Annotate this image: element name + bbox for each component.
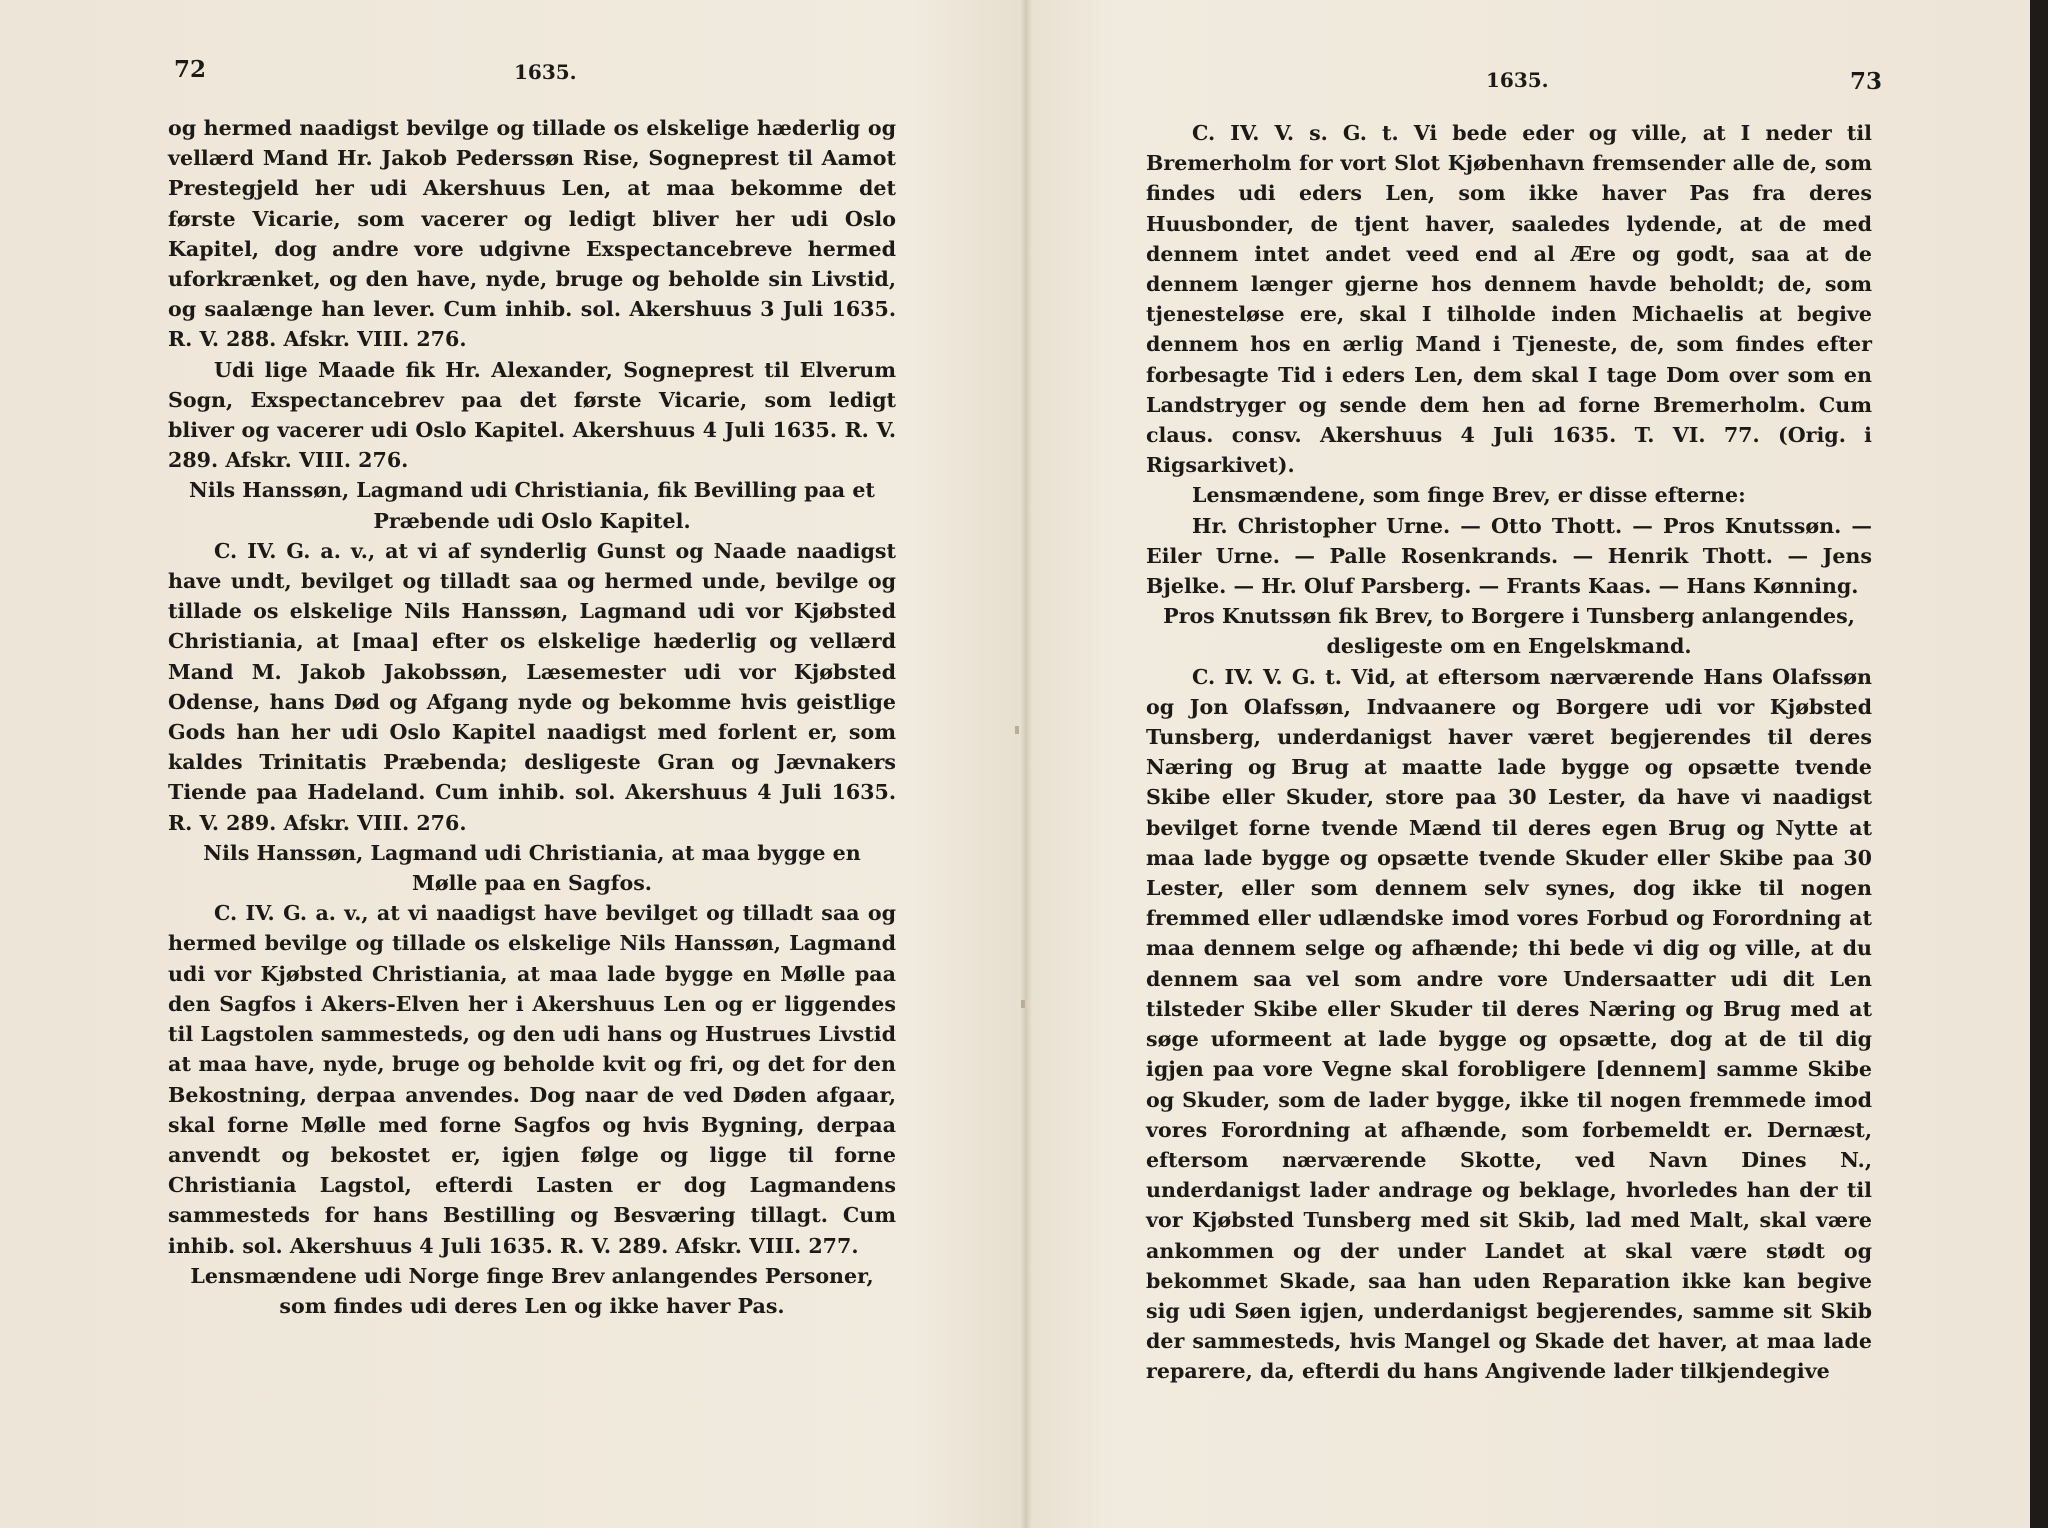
section-heading: Nils Hanssøn, Lagmand udi Christiania, fik Bevilling paa et Præbende udi Oslo Kapitel. [189,478,875,533]
section-heading: Pros Knutssøn fik Brev, to Borgere i Tunsberg anlangendes, desligeste om en Engelskmand. [1163,604,1855,659]
running-year: 1635. [514,60,577,84]
paragraph: Udi lige Maade fik Hr. Alexander, Sogneprest til Elverum Sogn, Exspectancebrev paa det første Vicarie, som ledigt bliver og vacerer udi Oslo Kapitel. Akershuus 4 Juli 1635. R. V. 289. Afskr. VIII. 276. [168,357,896,473]
page-number: 72 [174,56,207,83]
page-header [1146,56,1882,96]
section-heading: Nils Hanssøn, Lagmand udi Christiania, at maa bygge en Mølle paa en Sagfos. [203,840,861,896]
paragraph: C. IV. G. a. v., at vi af synderlig Gunst og Naade naadigst have undt, bevilget og tilladt saa og hermed unde, bevilge og tillade os elskelige Nils Hanssøn, Lagmand udi vor Kjøbsted Christiania, at [maa] efter os elskelige hæderlig og vellærd Mand M. Jakob Jakobssøn, Læsemester udi vor Kjøbsted Odense, hans Død og Afgang nyde og bekomme hvis geistlige Gods han her udi Oslo Kapitel naadigst med forlent er, som kaldes Trinitatis Præbenda; desligeste Gran og Jævnakers Tiende paa Hadeland. Cum inhib. sol. Akershuus 4 Juli 1635. R. V. 289. Afskr. VIII. 276. [168,538,896,835]
page-text [1146,118,1872,1387]
page-header [168,56,896,96]
paragraph: C. IV. V. s. G. t. Vi bede eder og ville, at I neder til Bremerholm for vort Slot Kjøbenhavn fremsender alle de, som findes udi eders Len, som ikke haver Pas fra deres Huusbonder, de tjent haver, saaledes lydende, at de med dennem intet andet veed end al Ære og godt, saa at de dennem længer gjerne hos dennem havde beholdt; de, som tjenesteløse ere, skal I tilholde inden Michaelis at begive dennem hos en ærlig Mand i Tjeneste, de, som findes efter forbesagte Tid i eders Len, dem skal I tage Dom over som en Landstryger og sende dem hen ad forne Bremerholm. Cum claus. consv. Akershuus 4 Juli 1635. T. VI. 77. (Orig. i Rigsarkivet). [1146,121,1872,478]
section-heading: Lensmændene udi Norge finge Brev anlangendes Personer, som findes udi deres Len og ikke haver Pas. [190,1263,874,1318]
paragraph: Lensmændene, som finge Brev, er disse efterne: [1192,483,1746,508]
left-page [168,0,896,1528]
paragraph: Hr. Christopher Urne. — Otto Thott. — Pros Knutssøn. — Eiler Urne. — Palle Rosenkrands. — Henrik Thott. — Jens Bjelke. — Hr. Oluf Parsberg. — Frants Kaas. — Hans Kønning. [1146,513,1872,599]
paragraph: og hermed naadigst bevilge og tillade os elskelige hæderlig og vellærd Mand Hr. Jakob Pederssøn Rise, Sogneprest til Aamot Prestegjeld her udi Akershuus Len, at maa bekomme det første Vicarie, som vacerer og ledigt bliver her udi Oslo Kapitel, dog andre vore udgivne Exspectancebreve hermed uforkrænket, og den have, nyde, bruge og beholde sin Livstid, og saalænge han lever. Cum inhib. sol. Akershuus 3 Juli 1635. R. V. 288. Afskr. VIII. 276. [168,116,896,352]
paper-speck [1015,726,1019,734]
right-page [1146,0,1882,1528]
scan-edge [2030,0,2048,1528]
running-year: 1635. [1486,68,1549,92]
paper-speck [1021,1000,1025,1008]
paragraph: C. IV. V. G. t. Vid, at eftersom nærværende Hans Olafssøn og Jon Olafssøn, Indvaanere og Borgere udi vor Kjøbsted Tunsberg, underdanigst haver været begjerendes til deres Næring og Brug at maatte lade bygge og opsætte tvende Skibe eller Skuder, store paa 30 Lester, da have vi naadigst bevilget forne tvende Mænd til deres egen Brug og Nytte at maa lade bygge og opsætte tvende Skuder eller Skibe paa 30 Lester, eller som dennem selv synes, dog ikke til nogen fremmed eller udlændske imod vores Forbud og Forordning at maa dennem selge og afhænde; thi bede vi dig og ville, at du dennem saa vel som andre vore Undersaatter udi dit Len tilsteder Skibe eller Skuder til deres Næring og Brug med at søge uformeent at lade bygge og opsætte, dog at de til dig igjen paa vore Vegne skal forobligere [dennem] samme Skibe og Skuder, som de lader bygge, ikke til nogen fremmede imod vores Forordning at afhænde, som forbemeldt er. Dernæst, eftersom nærværende Skotte, ved Navn Dines N., underdanigst lader andrage og beklage, hvorledes han der til vor Kjøbsted Tunsberg med sit Skib, lad med Malt, skal være ankommen og der under Landet at skal være stødt og bekommet Skade, saa han uden Reparation ikke kan begive sig udi Søen igjen, underdanigst begjerendes, samme sit Skib der sammesteds, hvis Mangel og Skade det haver, at maa lade reparere, da, efterdi du hans Angivende lader tilkjendegive [1146,664,1872,1384]
book-spine [1020,0,1032,1528]
page-number: 73 [1849,68,1882,95]
paragraph: C. IV. G. a. v., at vi naadigst have bevilget og tilladt saa og hermed bevilge og tillade os elskelige Nils Hanssøn, Lagmand udi vor Kjøbsted Christiania, at maa lade bygge en Mølle paa den Sagfos i Akers-Elven her i Akershuus Len og er liggendes til Lagstolen sammesteds, og den udi hans og Hustrues Livstid at maa have, nyde, bruge og beholde kvit og fri, og det for den Bekostning, derpaa anvendes. Dog naar de ved Døden afgaar, skal forne Mølle med forne Sagfos og hvis Bygning, derpaa anvendt og bekostet er, igjen følge og ligge til forne Christiania Lagstol, efterdi Lasten er dog Lagmandens sammesteds for hans Bestilling og Besværing tillagt. Cum inhib. sol. Akershuus 4 Juli 1635. R. V. 289. Afskr. VIII. 277. [168,901,896,1258]
page-text [168,113,896,1321]
